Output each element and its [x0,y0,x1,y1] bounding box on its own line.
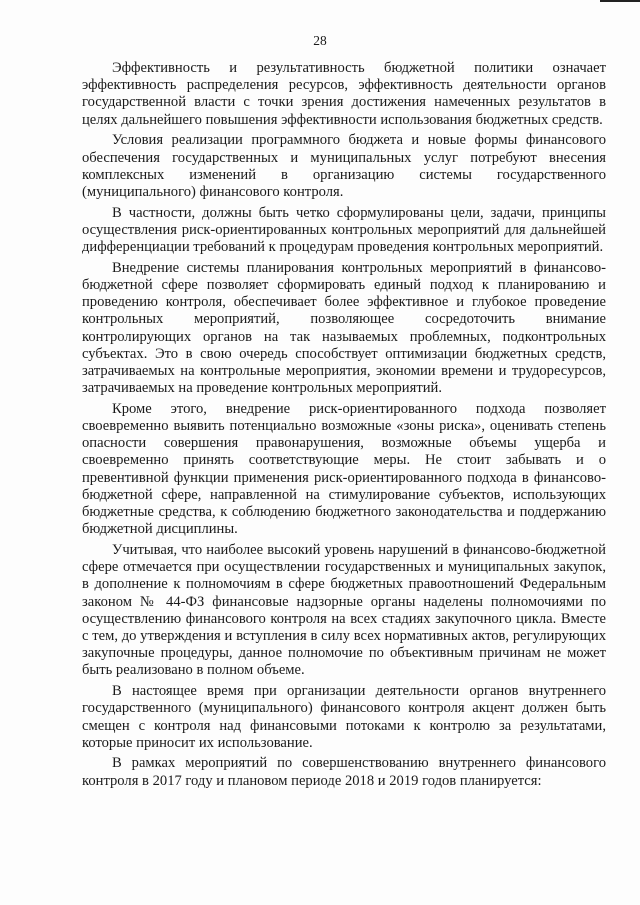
paragraph-procurement: Учитывая, что наиболее высокий уровень нарушений в финансово-бюджетной сфере отмечается при осуществлении государственных и муниципальных закупок, в дополнение к полномочиям в сфере бюджетных правоотношений Федеральным законом № 44-ФЗ финансовые надзорные органы наделены полномочиями по осуществлению финансового контроля на всех стадиях закупочного цикла. Вместе с тем, до утверждения и вступления в силу всех нормативных актов, регулирующих закупочные процедуры, данное полномочие по объективным причинам не может быть реализовано в полном объеме. [82,541,606,679]
paragraph-program-budget: Условия реализации программного бюджета и новые формы финансового обеспечения государственных и муниципальных услуг потребуют внесения комплексных изменений в организацию системы государственного (муниципального) финансового контроля. [82,132,606,200]
paragraph-plans: В рамках мероприятий по совершенствованию внутреннего финансового контроля в 2017 году и плановом периоде 2018 и 2019 годов планируется: [82,755,606,789]
paragraph-current-focus: В настоящее время при организации деятельности органов внутреннего государственного (муниципального) финансового контроля акцент должен быть смещен с контроля над финансовыми потоками к контролю за результатами, которые приносит их использование. [82,683,606,751]
page-number: 28 [313,33,327,48]
document-body [82,60,606,793]
paragraph-effectiveness: Эффективность и результативность бюджетной политики означает эффективность распределения ресурсов, эффективность деятельности органов государственной власти с точки зрения достижения намеченных результатов в целях дальнейшего повышения эффективности использования бюджетных средств. [82,60,606,128]
paragraph-goals-principles: В частности, должны быть четко сформулированы цели, задачи, принципы осуществления риск-ориентированных контрольных мероприятий для дальнейшей дифференциации требований к процедурам проведения контрольных мероприятий. [82,204,606,256]
top-edge-rule [600,0,640,2]
paragraph-risk-oriented: Кроме этого, внедрение риск-ориентированного подхода позволяет своевременно выявить потенциально возможные «зоны риска», оценивать степень опасности совершения правонарушения, возможные объемы ущерба и своевременно принять соответствующие меры. Не стоит забывать и о превентивной функции применения риск-ориентированного подхода в финансово-бюджетной сфере, направленной на стимулирование субъектов, использующих бюджетные средства, к соблюдению бюджетного законодательства и поддержанию бюджетной дисциплины. [82,400,606,538]
paragraph-planning-system: Внедрение системы планирования контрольных мероприятий в финансово-бюджетной сфере позволяет сформировать единый подход к планированию и проведению контроля, обеспечивает более эффективное и глубокое проведение контрольных мероприятий, позволяющее сосредоточить внимание контролирующих органов на так называемых проблемных, подконтрольных субъектах. Это в свою очередь способствует оптимизации бюджетных средств, затрачиваемых на контрольные мероприятия, экономии времени и трудоресурсов, затрачиваемых на проведение контрольных мероприятий. [82,259,606,397]
